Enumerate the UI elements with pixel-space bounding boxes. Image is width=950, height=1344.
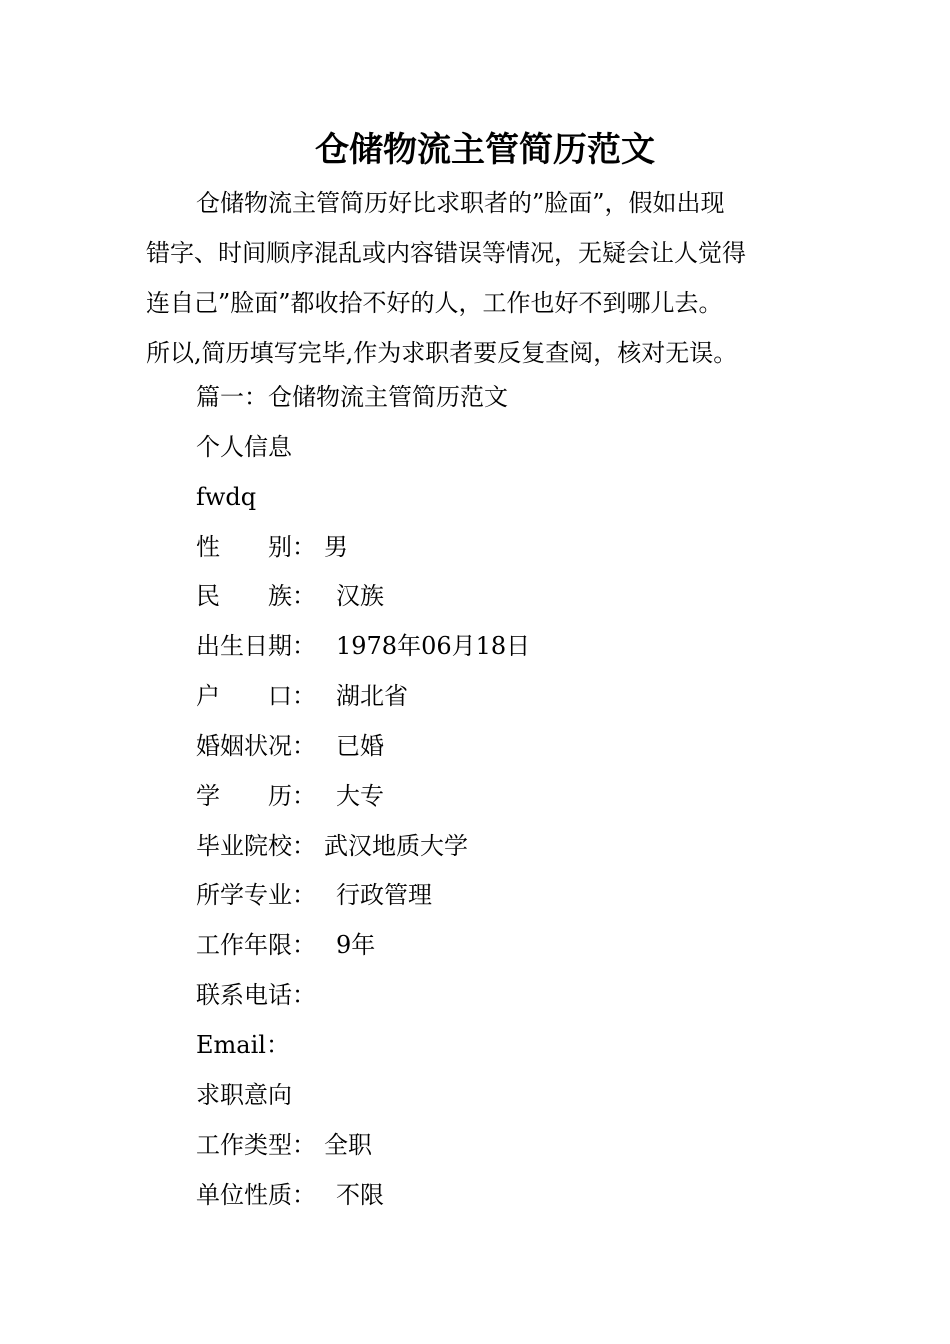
job-type-value: 全职 xyxy=(324,1130,372,1159)
document-title: 仓储物流主管简历范文 xyxy=(315,130,655,170)
gender-label: 性 别： xyxy=(196,532,316,561)
unit-nature-value: 不限 xyxy=(336,1180,384,1209)
ethnicity-row xyxy=(196,572,816,622)
hukou-value: 湖北省 xyxy=(336,682,408,711)
hukou-label: 户 口： xyxy=(196,682,316,711)
phone-label: 联系电话： xyxy=(196,981,316,1010)
job-intent-heading: 求职意向 xyxy=(196,1080,292,1109)
intro-paragraph xyxy=(146,178,806,378)
applicant-name: fwdq xyxy=(196,482,257,511)
intro-line: 错字、时间顺序混乱或内容错误等情况，无疑会让人觉得 xyxy=(146,239,746,267)
marital-label: 婚姻状况： xyxy=(196,731,316,760)
intro-line: 仓储物流主管简历好比求职者的”脸面”，假如出现 xyxy=(196,189,725,217)
major-row xyxy=(196,871,816,921)
email-row xyxy=(196,1021,816,1071)
job-type-label: 工作类型： xyxy=(196,1130,316,1159)
major-value: 行政管理 xyxy=(336,881,432,910)
ethnicity-label: 民 族： xyxy=(196,582,316,611)
school-row xyxy=(196,822,816,872)
education-row xyxy=(196,772,816,822)
phone-row xyxy=(196,971,816,1021)
hukou-row xyxy=(196,672,816,722)
personal-info-heading: 个人信息 xyxy=(196,432,292,461)
birthdate-label: 出生日期： xyxy=(196,632,316,661)
email-label: Email： xyxy=(196,1030,290,1059)
intro-line: 所以,简历填写完毕,作为求职者要反复查阅，核对无误。 xyxy=(146,339,738,367)
education-value: 大专 xyxy=(336,781,384,810)
unit-nature-row xyxy=(196,1171,816,1221)
years-value: 9年 xyxy=(336,931,376,960)
gender-row xyxy=(196,523,816,573)
school-label: 毕业院校： xyxy=(196,831,316,860)
years-row xyxy=(196,921,816,971)
education-label: 学 历： xyxy=(196,781,316,810)
school-value: 武汉地质大学 xyxy=(324,831,468,860)
birthdate-row xyxy=(196,622,816,672)
unit-nature-label: 单位性质： xyxy=(196,1180,316,1209)
resume-body xyxy=(196,373,816,1220)
section-heading: 篇一：仓储物流主管简历范文 xyxy=(196,383,508,411)
marital-value: 已婚 xyxy=(336,731,384,760)
birthdate-value: 1978年06月18日 xyxy=(336,632,531,661)
major-label: 所学专业： xyxy=(196,881,316,910)
ethnicity-value: 汉族 xyxy=(336,582,384,611)
marital-row xyxy=(196,722,816,772)
job-type-row xyxy=(196,1121,816,1171)
gender-value: 男 xyxy=(324,532,348,561)
intro-line: 连自己”脸面”都收拾不好的人，工作也好不到哪儿去。 xyxy=(146,289,723,317)
years-label: 工作年限： xyxy=(196,931,316,960)
